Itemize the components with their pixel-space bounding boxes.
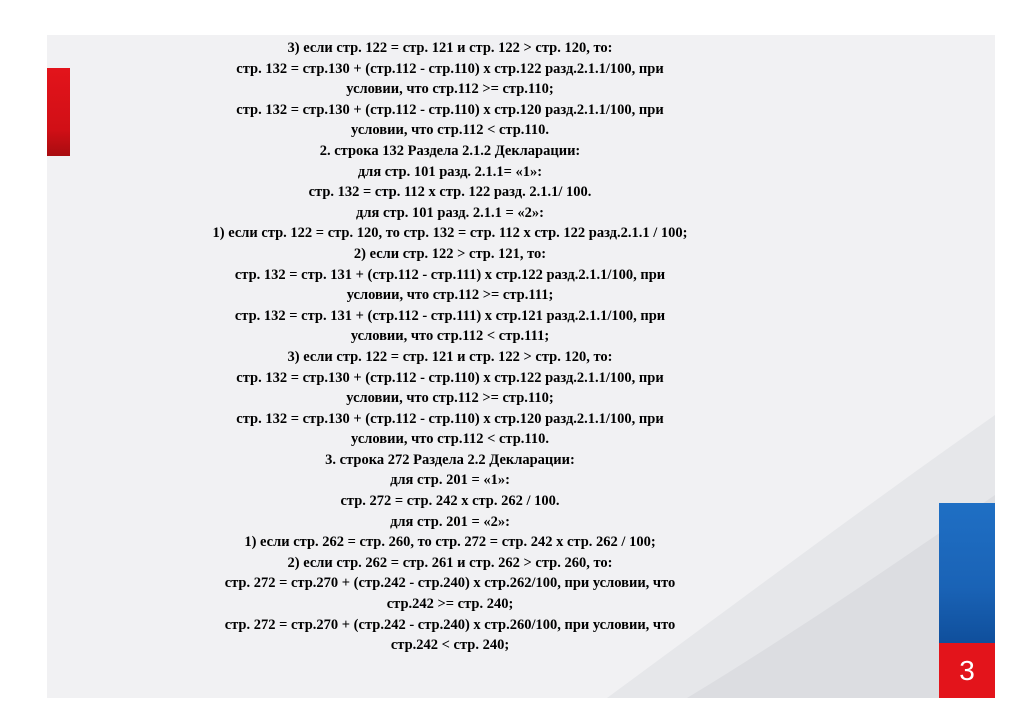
text-line: стр. 132 = стр.130 + (стр.112 - стр.110) х стр.122 разд.2.1.1/100, при — [236, 60, 664, 77]
text-line: стр. 132 = стр. 131 + (стр.112 - стр.111) х стр.121 разд.2.1.1/100, при — [234, 307, 666, 324]
text-line: стр.242 >= стр. 240; — [386, 596, 514, 613]
text-line: для стр. 101 разд. 2.1.1= «1»: — [357, 163, 543, 180]
text-line: стр. 272 = стр. 242 х стр. 262 / 100. — [340, 493, 560, 510]
text-line: для стр. 201 = «1»: — [390, 472, 510, 489]
text-line: условии, что стр.112 >= стр.110; — [346, 390, 554, 407]
text-line: 1) если стр. 262 = стр. 260, то стр. 272 = стр. 242 х стр. 262 / 100; — [244, 534, 656, 551]
text-line: стр. 132 = стр.130 + (стр.112 - стр.110) х стр.122 разд.2.1.1/100, при — [236, 369, 664, 386]
page-number: 3 — [939, 643, 995, 698]
text-line: для стр. 101 разд. 2.1.1 = «2»: — [356, 204, 544, 221]
text-line: 3) если стр. 122 = стр. 121 и стр. 122 > стр. 120, то: — [287, 40, 613, 56]
text-line: стр. 132 = стр. 112 х стр. 122 разд. 2.1.1/ 100. — [308, 184, 592, 201]
text-line: стр. 132 = стр. 131 + (стр.112 - стр.111) х стр.122 разд.2.1.1/100, при — [234, 266, 666, 283]
text-line: условии, что стр.112 >= стр.111; — [346, 287, 554, 304]
text-line: 2) если стр. 122 > стр. 121, то: — [353, 245, 547, 262]
text-line: 1) если стр. 122 = стр. 120, то стр. 132 = стр. 112 х стр. 122 разд.2.1.1 / 100; — [212, 225, 688, 242]
red-accent-tab — [47, 68, 70, 156]
text-line: условии, что стр.112 < стр.110. — [351, 122, 549, 139]
text-line: 2) если стр. 262 = стр. 261 и стр. 262 > стр. 260, то: — [287, 554, 613, 571]
text-line: стр. 132 = стр.130 + (стр.112 - стр.110) х стр.120 разд.2.1.1/100, при — [236, 101, 664, 118]
section-heading: 3. строка 272 Раздела 2.2 Декларации: — [325, 451, 575, 468]
text-line: 3) если стр. 122 = стр. 121 и стр. 122 > стр. 120, то: — [287, 348, 613, 365]
text-line: стр. 132 = стр.130 + (стр.112 - стр.110) х стр.120 разд.2.1.1/100, при — [236, 410, 664, 427]
slide-text-block — [70, 38, 830, 656]
text-line: условии, что стр.112 < стр.111; — [350, 328, 550, 345]
text-line: стр. 272 = стр.270 + (стр.242 - стр.240) х стр.262/100, при условии, что — [224, 575, 676, 592]
section-heading: 2. строка 132 Раздела 2.1.2 Декларации: — [319, 142, 581, 159]
text-line: стр. 272 = стр.270 + (стр.242 - стр.240) х стр.260/100, при условии, что — [224, 616, 676, 633]
text-line: условии, что стр.112 < стр.110. — [351, 431, 549, 448]
text-line: для стр. 201 = «2»: — [390, 513, 510, 530]
text-line: условии, что стр.112 >= стр.110; — [346, 81, 554, 98]
text-line: стр.242 < стр. 240; — [390, 637, 510, 654]
blue-accent-bar — [939, 503, 995, 643]
